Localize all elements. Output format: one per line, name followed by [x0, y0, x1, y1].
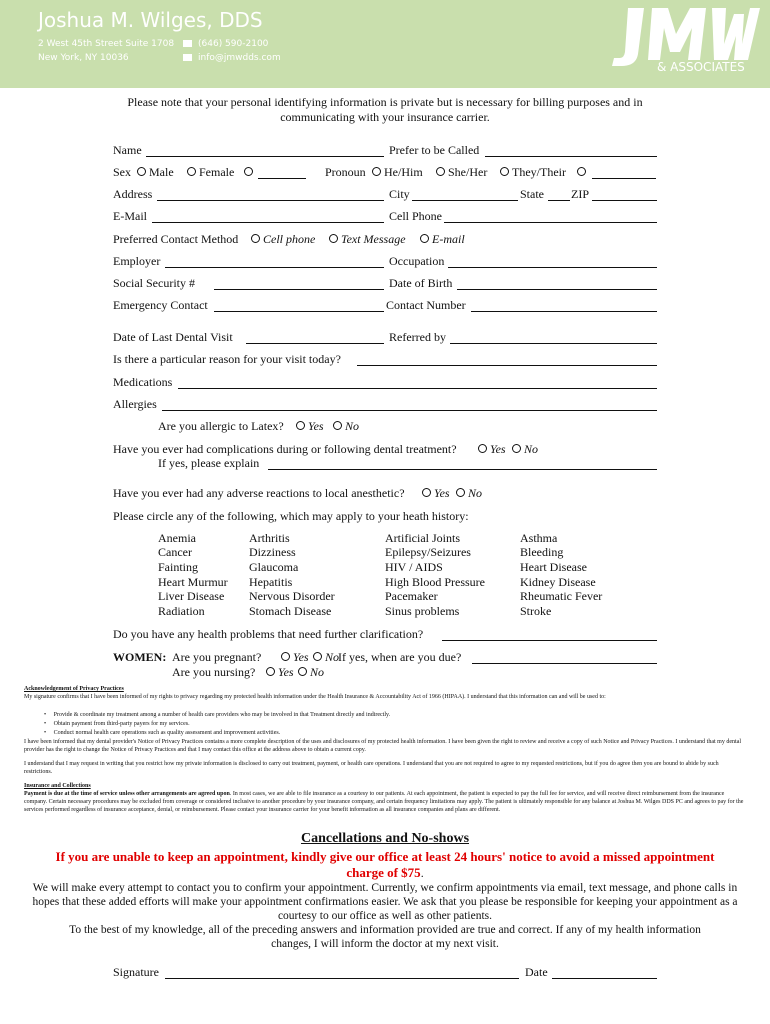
pronoun-theythem-option[interactable]: They/Their: [496, 165, 566, 180]
cancel-paragraph-line: We will make every attempt to contact you to confirm your appointment. Currently, we confirm appointments via email, text message, and phone calls in: [32, 882, 738, 894]
date-field[interactable]: [552, 978, 657, 979]
nursing-label: Are you nursing?: [172, 665, 256, 679]
condition-item[interactable]: Cancer: [158, 545, 192, 559]
privacy-paragraph-1: My signature confirms that I have been informed of my rights to privacy regarding my protected health information under the Health Insurance & Accountability Act of 1966 (HIPAA). I understand that this information can and will be used to:: [24, 694, 606, 700]
emergency-label: Emergency Contact: [113, 298, 208, 312]
radio-icon: [296, 421, 305, 430]
radio-icon: [333, 421, 342, 430]
privacy-paragraph-3: I understand that I may request in writing that you restrict how my private information is disclosed to carry out treatment, payment, or health care operations. I understand that you are not required to agree to my requested restrictions, but if you do agree then you are bound to abide by such restrictions.: [24, 761, 719, 775]
radio-icon: [577, 167, 586, 176]
condition-item[interactable]: Artificial Joints: [385, 531, 460, 545]
if-yes-label: If yes, please explain: [158, 456, 260, 470]
anesthetic-yes-option[interactable]: Yes: [418, 486, 450, 501]
medications-field[interactable]: [178, 388, 657, 389]
allergies-label: Allergies: [113, 397, 157, 411]
radio-icon: [313, 652, 322, 661]
referred-field[interactable]: [450, 343, 657, 344]
condition-item[interactable]: Nervous Disorder: [249, 589, 335, 603]
contact-number-field[interactable]: [471, 311, 657, 312]
occupation-label: Occupation: [389, 254, 445, 268]
radio-icon: [298, 667, 307, 676]
radio-icon: [266, 667, 275, 676]
contact-text-option[interactable]: Text Message: [325, 232, 406, 247]
attestation-line: To the best of my knowledge, all of the preceding answers and information provided are true and correct. If any of my health information: [69, 924, 701, 936]
condition-item[interactable]: Bleeding: [520, 545, 564, 559]
phone-line: [183, 39, 268, 49]
address-line-2: New York, NY 10036: [38, 53, 129, 63]
reason-label: Is there a particular reason for your visit today?: [113, 352, 341, 366]
emergency-field[interactable]: [214, 311, 384, 312]
prefer-field[interactable]: [485, 156, 657, 157]
insurance-title: Insurance and Collections: [24, 783, 91, 789]
radio-icon: [329, 234, 338, 243]
nursing-yes-option[interactable]: Yes: [262, 665, 294, 680]
latex-no-option[interactable]: No: [329, 419, 359, 434]
phone-icon: [183, 40, 192, 47]
condition-item[interactable]: High Blood Pressure: [385, 575, 485, 589]
radio-icon: [137, 167, 146, 176]
radio-icon: [456, 488, 465, 497]
contact-cell-option[interactable]: Cell phone: [247, 232, 315, 247]
condition-item[interactable]: Liver Disease: [158, 589, 225, 603]
zip-label: ZIP: [571, 187, 589, 201]
condition-item[interactable]: Rheumatic Fever: [520, 589, 603, 603]
pronoun-sheher-option[interactable]: She/Her: [432, 165, 487, 180]
radio-icon: [251, 234, 260, 243]
cancel-paragraph-line: courtesy to our office as well as other patients.: [277, 910, 493, 922]
cell-field[interactable]: [444, 222, 657, 223]
pronoun-other-option[interactable]: [573, 165, 589, 180]
contact-number-label: Contact Number: [386, 298, 466, 312]
health-problems-field[interactable]: [442, 640, 657, 641]
condition-item[interactable]: HIV / AIDS: [385, 560, 443, 574]
cancel-title: Cancellations and No-shows: [300, 831, 470, 846]
letterhead: [0, 0, 770, 88]
condition-item[interactable]: Heart Disease: [520, 560, 587, 574]
cell-label: Cell Phone: [389, 209, 442, 223]
radio-icon: [244, 167, 253, 176]
condition-item[interactable]: Anemia: [158, 531, 196, 545]
explain-field[interactable]: [268, 469, 657, 470]
referred-label: Referred by: [389, 330, 446, 344]
email-line: [183, 53, 281, 63]
condition-item[interactable]: Sinus problems: [385, 604, 460, 618]
radio-icon: [422, 488, 431, 497]
intro-line-1: Please note that your personal identifying information is private but is necessary for billing purposes and in: [127, 95, 643, 109]
reason-field[interactable]: [357, 365, 657, 366]
ssn-field[interactable]: [214, 289, 384, 290]
radio-icon: [187, 167, 196, 176]
sex-label: Sex: [113, 165, 131, 179]
insurance-paragraph: Payment is due at the time of service unless other arrangements are agreed upon. In most cases, we are able to file insurance as a courtesy to our patients. At each appointment, the patient is expected to pay the full fee for service, and will receive direct reimbursement from the insurance company. Certain necessary procedures may be excluded from coverage or considered inclusive to another procedure by your insurance company, and certain frequency limitations may apply. The patient is ultimately responsible for any balance at Joshua M. Wilges DDS PC and agrees to pay for the services performed regardless of insurance acceptance, denial, or reimbursement. Please contact your insurance carrier for your benefit information as all insurance companies and plans are different.: [24, 791, 744, 813]
sex-other-field[interactable]: [258, 178, 306, 179]
zip-field[interactable]: [592, 200, 657, 201]
nursing-no-option[interactable]: No: [294, 665, 324, 680]
due-date-field[interactable]: [472, 663, 657, 664]
signature-field[interactable]: [165, 978, 519, 979]
condition-item[interactable]: Heart Murmur: [158, 575, 228, 589]
email-field[interactable]: [152, 222, 384, 223]
cancel-warning-line-1: If you are unable to keep an appointment, kindly give our office at least 24 hours' notice to avoid a missed appointment: [55, 849, 715, 864]
intro-line-2: communicating with your insurance carrier.: [280, 110, 490, 124]
name-label: Name: [113, 143, 142, 157]
radio-icon: [281, 652, 290, 661]
prefer-label: Prefer to be Called: [389, 143, 480, 157]
privacy-bullet: • Obtain payment from third-party payers for my services.: [44, 721, 190, 727]
address-label: Address: [113, 187, 153, 201]
privacy-paragraph-2: I have been informed that my dental provider's Notice of Privacy Practices contains a more complete description of the uses and disclosures of my protected health information. I have been given the right to review and receive a copy of such Notice and Privacy Practices. I understand that my dental provider has the right to change the Notice of Privacy Practices and that I may contact this office at the address above to obtain a current copy.: [24, 739, 742, 753]
email-label: E-Mail: [113, 209, 147, 223]
condition-item[interactable]: Asthma: [520, 531, 558, 545]
allergies-field[interactable]: [162, 410, 657, 411]
city-field[interactable]: [412, 200, 518, 201]
pregnant-no-option[interactable]: No: [309, 650, 339, 665]
condition-item[interactable]: Radiation: [158, 604, 205, 618]
dob-field[interactable]: [457, 289, 657, 290]
attestation-line: changes, I will inform the doctor at my next visit.: [271, 938, 499, 950]
contact-method-label: Preferred Contact Method: [113, 232, 239, 246]
city-label: City: [389, 187, 410, 201]
radio-icon: [500, 167, 509, 176]
practice-name: Joshua M. Wilges, DDS: [38, 8, 263, 32]
privacy-title: Acknowledgement of Privacy Practices: [24, 686, 124, 692]
condition-item[interactable]: Stomach Disease: [249, 604, 332, 618]
women-label: WOMEN:: [113, 650, 167, 664]
sex-male-option[interactable]: Male: [133, 165, 174, 180]
cancel-warning-line-2: charge of $75.: [346, 865, 424, 880]
cancel-paragraph-line: hopes that these added efforts will make your appointment confirmations easier. We ask that you please be responsible for keeping your appointment as a: [32, 896, 738, 908]
pregnant-label: Are you pregnant?: [172, 650, 262, 664]
circle-label: Please circle any of the following, which may apply to your heath history:: [113, 509, 469, 523]
employer-label: Employer: [113, 254, 161, 268]
pronoun-hehim-option[interactable]: He/Him: [368, 165, 423, 180]
privacy-bullet: • Conduct normal health care operations such as quality assessment and improvement activities.: [44, 730, 281, 736]
logo-tagline: & ASSOCIATES: [657, 60, 745, 74]
occupation-field[interactable]: [448, 267, 657, 268]
medications-label: Medications: [113, 375, 173, 389]
state-field[interactable]: [548, 200, 570, 201]
dob-label: Date of Birth: [389, 276, 453, 290]
latex-label: Are you allergic to Latex?: [158, 419, 284, 433]
radio-icon: [512, 444, 521, 453]
radio-icon: [420, 234, 429, 243]
radio-icon: [478, 444, 487, 453]
condition-item[interactable]: Arthritis: [249, 531, 290, 545]
pronoun-other-field[interactable]: [592, 178, 656, 179]
condition-item[interactable]: Dizziness: [249, 545, 296, 559]
due-label: If yes, when are you due?: [338, 650, 462, 664]
condition-item[interactable]: Epilepsy/Seizures: [385, 545, 471, 559]
email-address: info@jmwdds.com: [198, 53, 281, 63]
address-line-1: 2 West 45th Street Suite 1708: [38, 39, 175, 49]
pronoun-label: Pronoun: [325, 165, 366, 179]
condition-item[interactable]: Stroke: [520, 604, 552, 618]
envelope-icon: [183, 54, 192, 61]
name-field[interactable]: [146, 156, 384, 157]
condition-item[interactable]: Hepatitis: [249, 575, 293, 589]
anesthetic-no-option[interactable]: No: [452, 486, 482, 501]
condition-item[interactable]: Pacemaker: [385, 589, 438, 603]
address-field[interactable]: [157, 200, 384, 201]
pregnant-yes-option[interactable]: Yes: [277, 650, 309, 665]
radio-icon: [436, 167, 445, 176]
complications-label: Have you ever had complications during or following dental treatment?: [113, 442, 457, 456]
sex-other-option[interactable]: [240, 165, 256, 180]
sex-female-option[interactable]: Female: [183, 165, 234, 180]
complications-no-option[interactable]: No: [508, 442, 538, 457]
date-label: Date: [525, 965, 548, 979]
complications-yes-option[interactable]: Yes: [474, 442, 506, 457]
contact-email-option[interactable]: E-mail: [416, 232, 465, 247]
last-visit-label: Date of Last Dental Visit: [113, 330, 233, 344]
radio-icon: [372, 167, 381, 176]
condition-item[interactable]: Glaucoma: [249, 560, 299, 574]
state-label: State: [520, 187, 544, 201]
signature-label: Signature: [113, 965, 159, 979]
health-problems-label: Do you have any health problems that need further clarification?: [113, 627, 424, 641]
condition-item[interactable]: Fainting: [158, 560, 199, 574]
last-visit-field[interactable]: [246, 343, 384, 344]
anesthetic-label: Have you ever had any adverse reactions to local anesthetic?: [113, 486, 405, 500]
privacy-bullet: • Provide & coordinate my treatment among a number of health care providers who may be involved in that Treatment directly and indirectly.: [44, 712, 391, 718]
ssn-label: Social Security #: [113, 276, 195, 290]
condition-item[interactable]: Kidney Disease: [520, 575, 596, 589]
employer-field[interactable]: [165, 267, 384, 268]
latex-yes-option[interactable]: Yes: [292, 419, 324, 434]
phone-number: (646) 590-2100: [198, 39, 269, 49]
